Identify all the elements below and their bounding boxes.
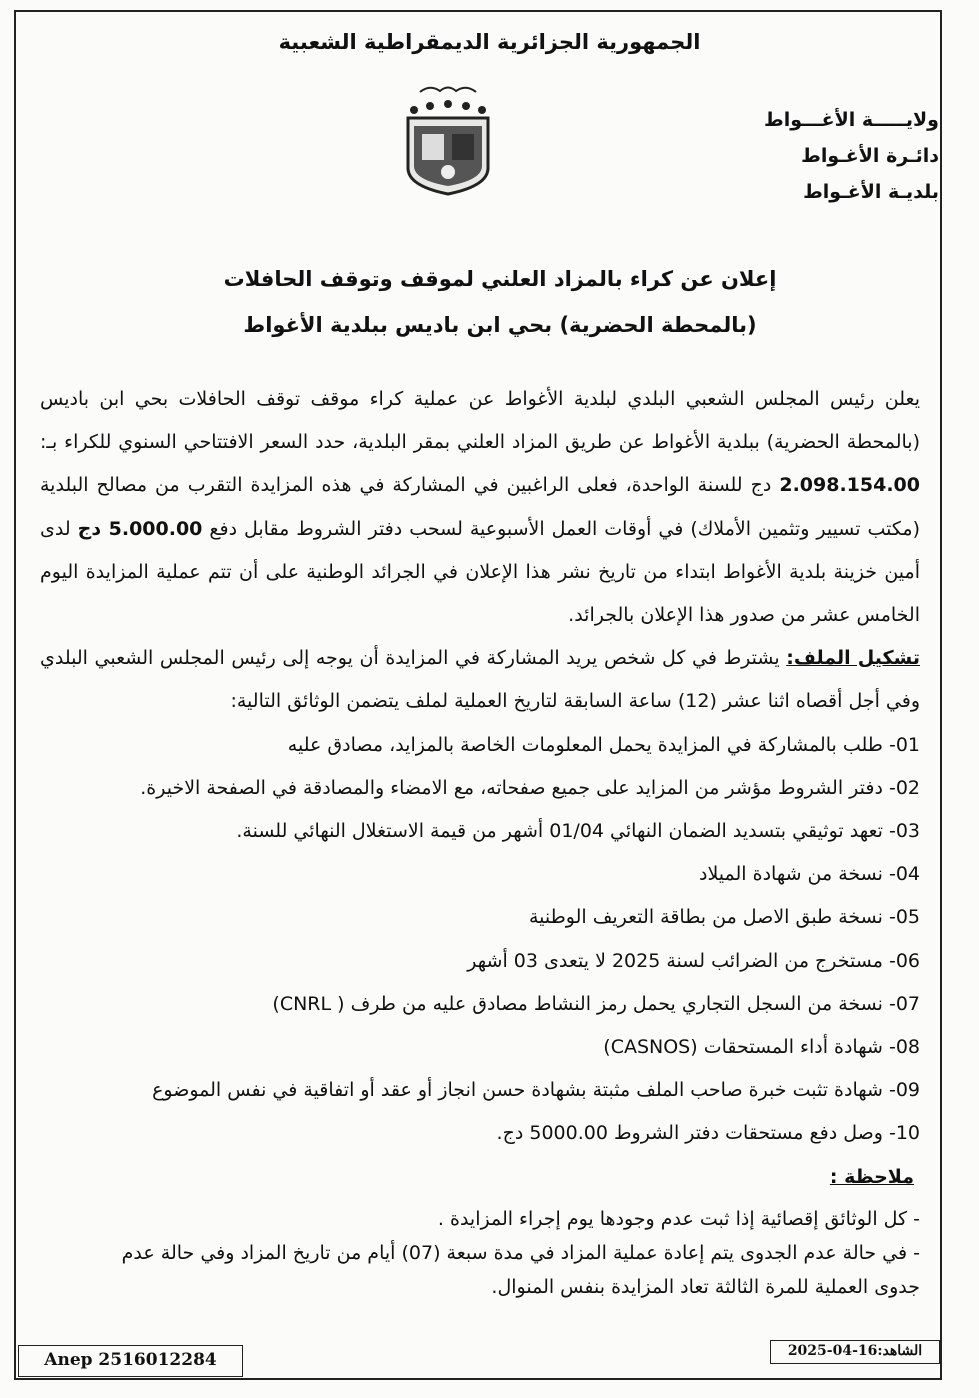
intro-text-c: لدى أمين خزينة بلدية الأغواط ابتداء من تاريخ نشر هذا الإعلان في الجرائد الوطنية على أن تتم عملية المزايدة اليوم الخامس عشر من صدور هذا الإعلان بالجرائد. xyxy=(40,517,920,627)
republic-heading: الجمهورية الجزائرية الديمقراطية الشعبية xyxy=(278,30,701,54)
required-documents-list xyxy=(40,724,920,1156)
list-item: 04- نسخة من شهادة الميلاد xyxy=(699,863,920,886)
intro-text-b: دج للسنة الواحدة، فعلى الراغبين في المشاركة في هذه المزايدة التقرب من مصالح البلدية (مكتب تسيير وتثمين الأملاك) في أوقات العمل الأسبوعية لسحب دفتر الشروط مقابل دفع xyxy=(40,474,920,540)
list-item: 01- طلب بالمشاركة في المزايدة يحمل المعلومات الخاصة بالمزايد، مصادق عليه xyxy=(287,733,920,756)
notes-block xyxy=(40,1202,920,1304)
announcement-title xyxy=(190,256,810,348)
publication-date: 2025-04-16 xyxy=(787,1343,878,1359)
note-heading: ملاحظة : xyxy=(829,1166,914,1188)
list-item: 07- نسخة من السجل التجاري يحمل رمز النشاط مصادق عليه من طرف ( CNRL) xyxy=(272,992,920,1015)
file-composition-text: يشترط في كل شخص يريد المشاركة في المزايدة أن يوجه إلى رئيس المجلس الشعبي البلدي وفي أجل أقصاه اثنا عشر (12) ساعة السابقة لتاريخ العملية لملف يتضمن الوثائق التالية: xyxy=(40,647,920,713)
file-composition-paragraph xyxy=(40,637,920,723)
publication-stamp xyxy=(770,1340,940,1364)
file-composition-label: تشكيل الملف: xyxy=(786,647,920,670)
commune-emblem-logo xyxy=(400,82,496,198)
anep-reference: Anep 2516012284 xyxy=(18,1345,243,1377)
intro-text-a: يعلن رئيس المجلس الشعبي البلدي لبلدية الأغواط عن عملية كراء موقف توقف الحافلات بحي ابن باديس (بالمحطة الحضرية) ببلدية الأغواط عن طريق المزاد العلني بمقر البلدية، حدد السعر الافتتاحي السنوي للكراء بـ: xyxy=(40,388,920,454)
list-item: 09- شهادة تثبت خبرة صاحب الملف مثبتة بشهادة حسن انجاز أو عقد أو اتفاقية في نفس الموضوع xyxy=(152,1079,920,1102)
commune-label: بلديـة الأغـواط xyxy=(803,181,939,203)
list-item: 08- شهادة أداء المستحقات (CASNOS) xyxy=(603,1036,920,1059)
note-line-1: - كل الوثائق إقصائية إذا ثبت عدم وجودها يوم إجراء المزايدة . xyxy=(437,1208,920,1230)
announcement-body xyxy=(40,378,920,1156)
list-item: 03- تعهد توثيقي بتسديد الضمان النهائي 01/04 أشهر من قيمة الاستغلال النهائي للسنة. xyxy=(236,820,920,843)
opening-price: 2.098.154.00 xyxy=(779,474,920,497)
list-item: 02- دفتر الشروط مؤشر من المزايد على جميع صفحاته، مع الامضاء والمصادقة في الصفحة الاخيرة. xyxy=(140,776,920,799)
title-line-2: (بالمحطة الحضرية) بحي ابن باديس ببلدية الأغواط xyxy=(243,313,757,337)
administration-block xyxy=(699,102,939,210)
list-item: 10- وصل دفع مستحقات دفتر الشروط 5000.00 دج. xyxy=(496,1122,920,1145)
note-line-2: - في حالة عدم الجدوى يتم إعادة عملية المزاد في مدة سبعة (07) أيام من تاريخ المزاد وفي حالة عدم xyxy=(121,1242,920,1264)
list-item: 05- نسخة طبق الاصل من بطاقة التعريف الوطنية xyxy=(529,906,920,929)
source-label: الشاهد: xyxy=(877,1343,923,1359)
title-line-1: إعلان عن كراء بالمزاد العلني لموقف وتوقف الحافلات xyxy=(223,267,777,291)
wilaya-label: ولايـــــة الأغـــواط xyxy=(764,109,939,131)
specification-fee: 5.000.00 دج xyxy=(77,517,203,540)
note-line-3: جدوى العملية للمرة الثالثة تعاد المزايدة بنفس المنوال. xyxy=(491,1276,920,1298)
intro-paragraph xyxy=(40,378,920,637)
daira-label: دائـرة الأغـواط xyxy=(801,145,939,167)
list-item: 06- مستخرج من الضرائب لسنة 2025 لا يتعدى 03 أشهر xyxy=(467,949,920,972)
